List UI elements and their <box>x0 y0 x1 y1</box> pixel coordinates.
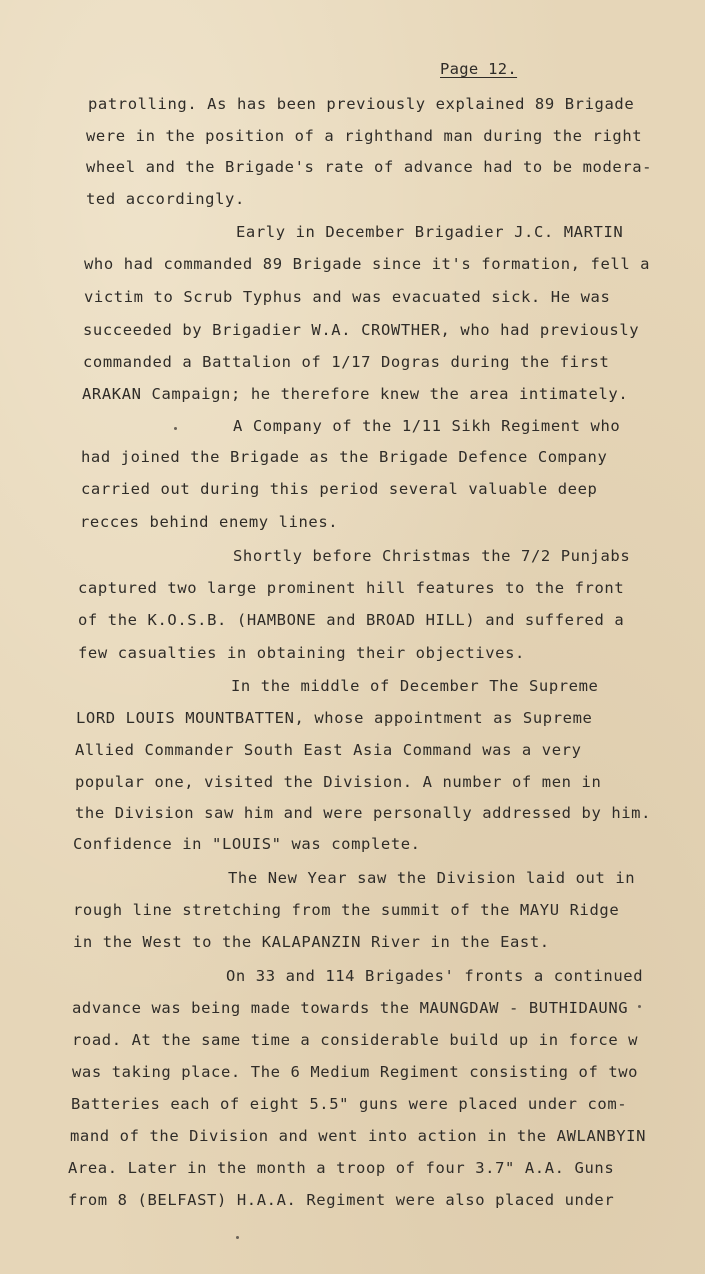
text-line: recces behind enemy lines. <box>80 513 339 531</box>
text-line: succeeded by Brigadier W.A. CROWTHER, who had previously <box>83 321 640 339</box>
text-line: In the middle of December The Supreme <box>231 677 599 695</box>
text-line: the Division saw him and were personally addressed by him. <box>75 804 652 822</box>
text-line: was taking place. The 6 Medium Regiment consisting of two <box>72 1063 639 1081</box>
text-line: LORD LOUIS MOUNTBATTEN, whose appointment as Supreme <box>76 709 593 727</box>
text-line: The New Year saw the Division laid out in <box>228 869 636 887</box>
text-line: had joined the Brigade as the Brigade Defence Company <box>81 448 608 466</box>
text-line: advance was being made towards the MAUNGDAW - BUTHIDAUNG <box>72 999 629 1017</box>
text-line: from 8 (BELFAST) H.A.A. Regiment were also placed under <box>68 1191 615 1209</box>
ink-speck <box>638 1005 641 1008</box>
text-line: Batteries each of eight 5.5" guns were placed under com- <box>71 1095 628 1113</box>
text-line: A Company of the 1/11 Sikh Regiment who <box>233 417 621 435</box>
text-line: in the West to the KALAPANZIN River in the East. <box>73 933 550 951</box>
text-line: victim to Scrub Typhus and was evacuated sick. He was <box>84 288 611 306</box>
text-line: On 33 and 114 Brigades' fronts a continued <box>226 967 644 985</box>
ink-speck <box>236 1236 239 1239</box>
text-line: commanded a Battalion of 1/17 Dogras during the first <box>83 353 610 371</box>
text-line: were in the position of a righthand man during the right <box>86 127 643 145</box>
text-line: wheel and the Brigade's rate of advance had to be modera- <box>86 158 653 176</box>
text-line: road. At the same time a considerable build up in force w <box>72 1031 639 1049</box>
text-line: rough line stretching from the summit of the MAYU Ridge <box>73 901 620 919</box>
text-line: carried out during this period several valuable deep <box>81 480 598 498</box>
text-line: Confidence in "LOUIS" was complete. <box>73 835 421 853</box>
text-line: who had commanded 89 Brigade since it's formation, fell a <box>84 255 651 273</box>
text-line: few casualties in obtaining their objectives. <box>78 644 525 662</box>
text-line: ARAKAN Campaign; he therefore knew the area intimately. <box>82 385 629 403</box>
text-line: Shortly before Christmas the 7/2 Punjabs <box>233 547 631 565</box>
text-line: popular one, visited the Division. A number of men in <box>75 773 602 791</box>
text-line: Allied Commander South East Asia Command was a very <box>75 741 582 759</box>
text-line: Area. Later in the month a troop of four 3.7" A.A. Guns <box>68 1159 615 1177</box>
page-number: Page 12. <box>440 60 518 78</box>
text-line: captured two large prominent hill features to the front <box>78 579 625 597</box>
text-line: ted accordingly. <box>86 190 245 208</box>
ink-speck <box>174 427 177 430</box>
text-line: of the K.O.S.B. (HAMBONE and BROAD HILL) and suffered a <box>78 611 625 629</box>
text-line: Early in December Brigadier J.C. MARTIN <box>236 223 624 241</box>
text-line: mand of the Division and went into action in the AWLANBYIN <box>70 1127 647 1145</box>
text-line: patrolling. As has been previously explained 89 Brigade <box>88 95 635 113</box>
